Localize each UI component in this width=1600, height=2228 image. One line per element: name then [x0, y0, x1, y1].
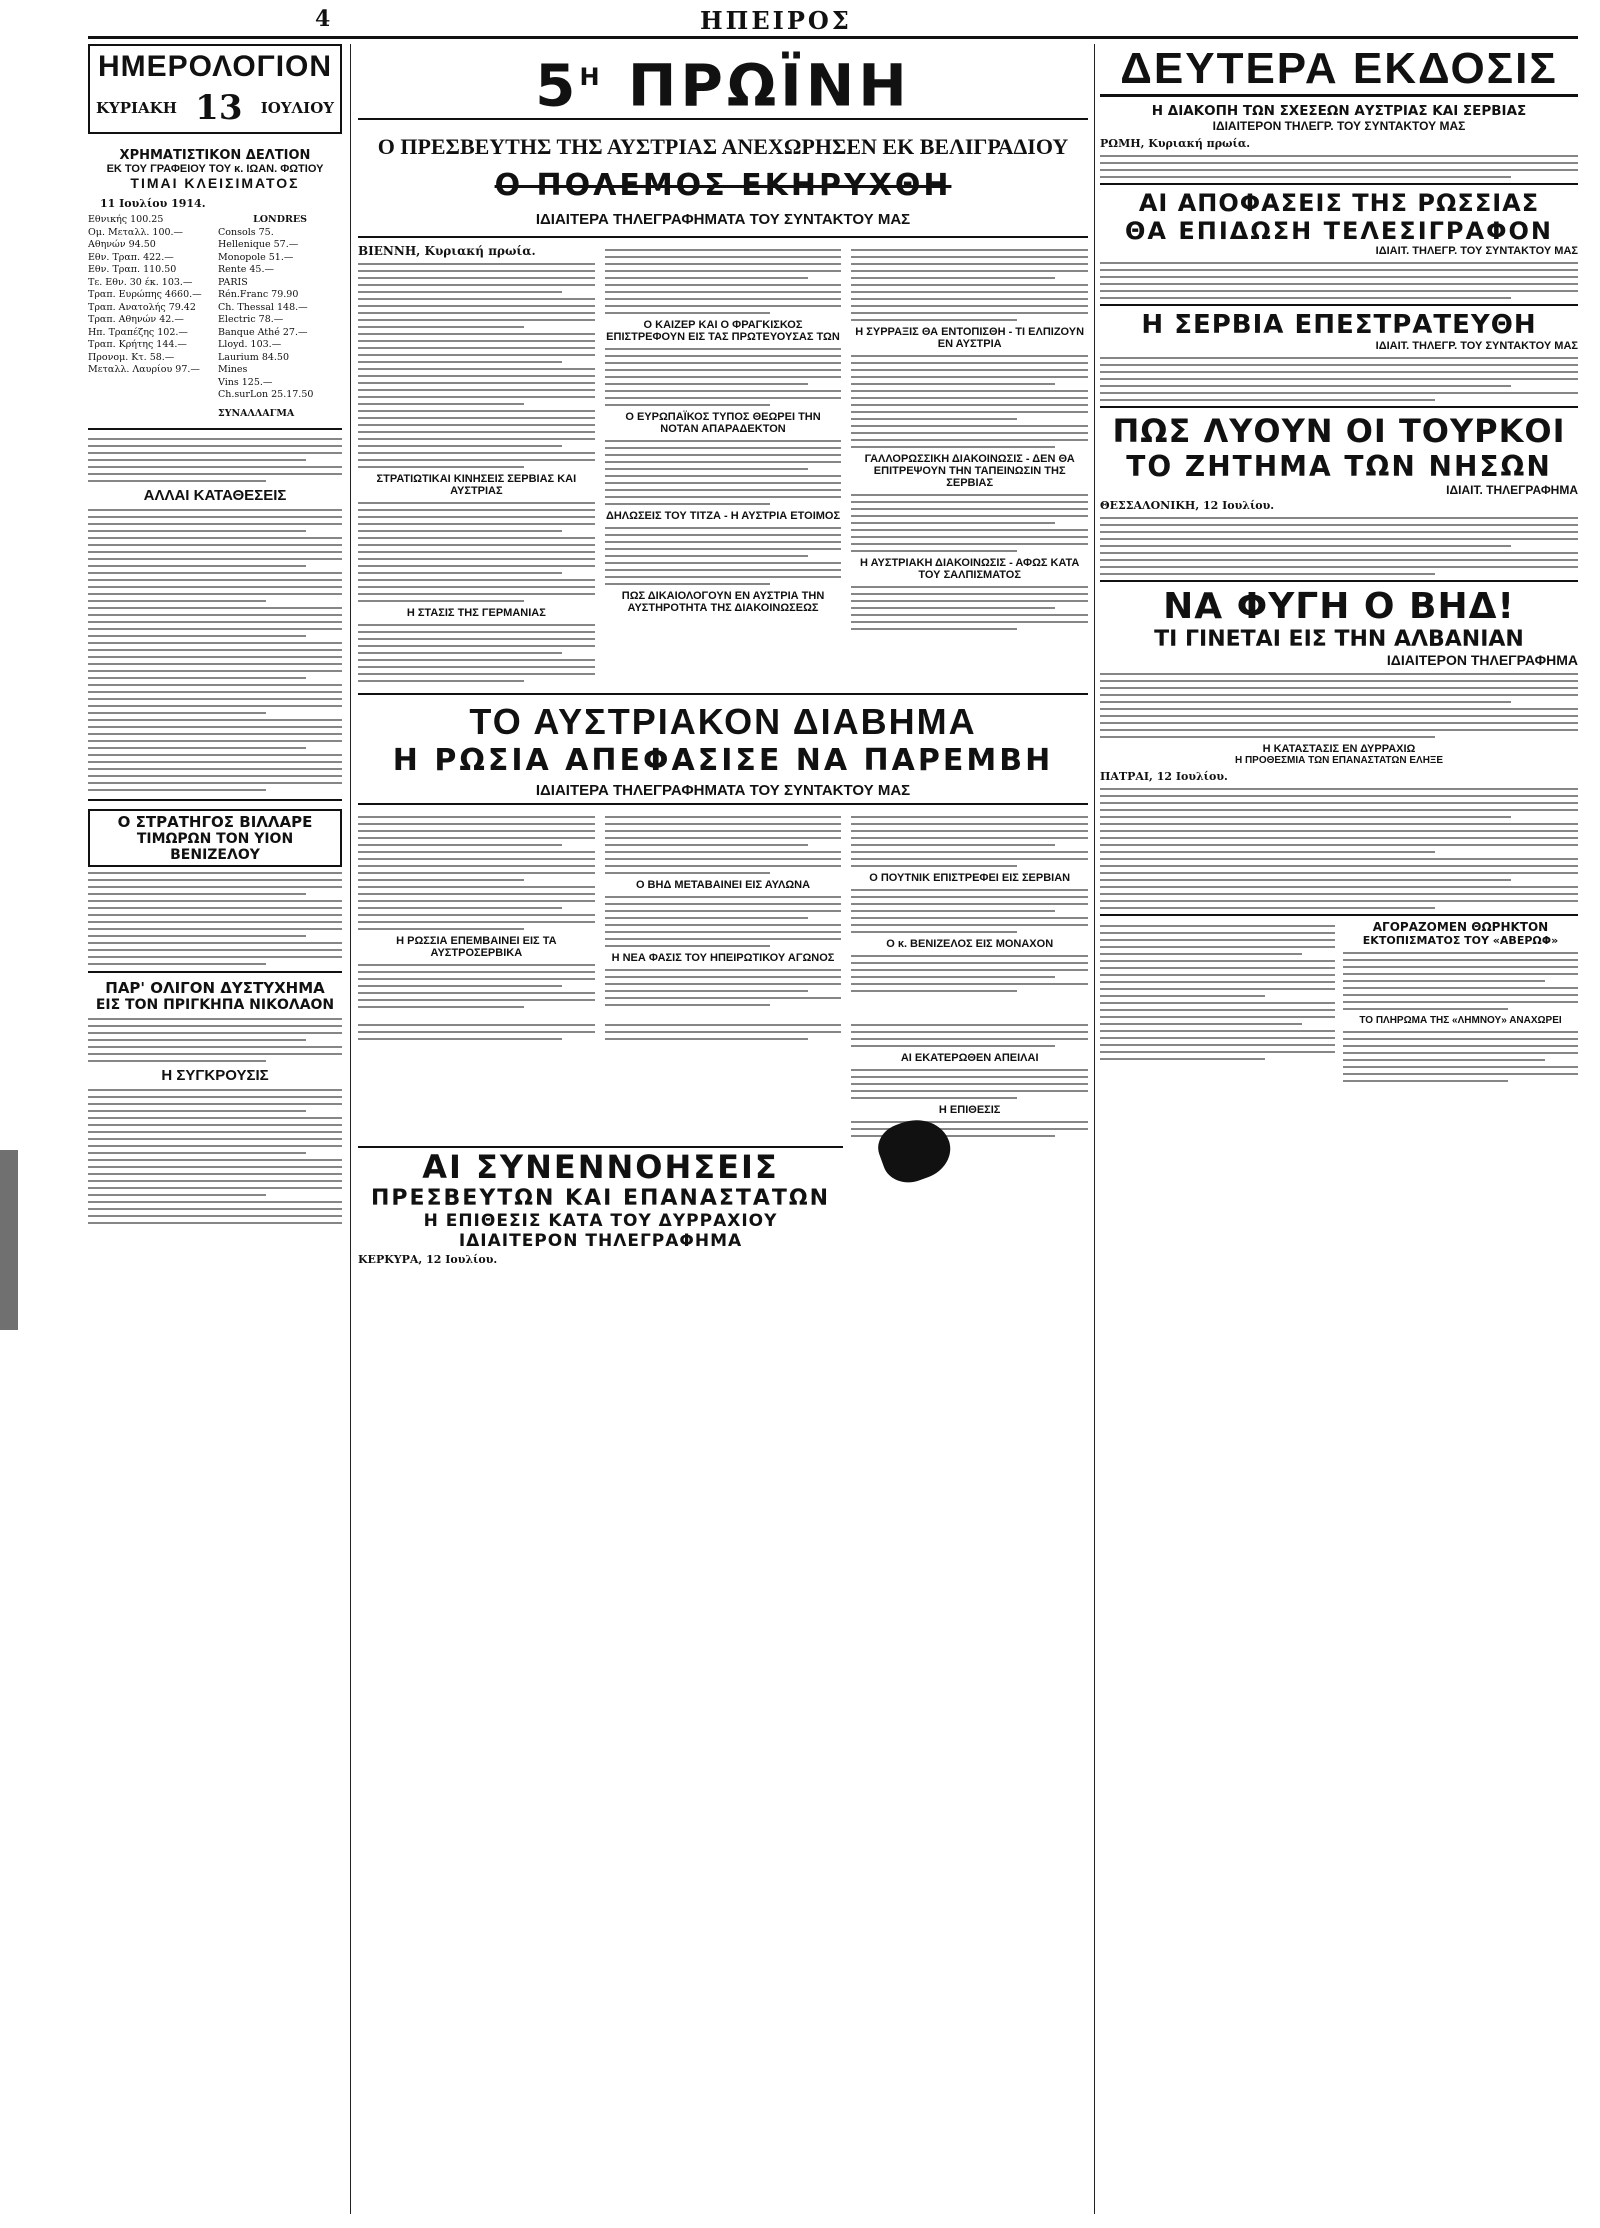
albania-headline: ΤΙ ΓΙΝΕΤΑΙ ΕΙΣ ΤΗΝ ΑΛΒΑΝΙΑΝ	[1154, 627, 1524, 652]
accident-subtitle: ΕΙΣ ΤΟΝ ΠΡΙΓΚΗΠΑ ΝΙΚΟΛΑΟΝ	[95, 997, 335, 1013]
main-headline: Ο ΠΡΕΣΒΕΥΤΗΣ ΤΗΣ ΑΥΣΤΡΙΑΣ ΑΝΕΧΩΡΗΣΕΝ ΕΚ ΒΕΛΙΓΡΑΔΙΟΥ	[377, 134, 1069, 160]
right-rule-1	[1100, 183, 1578, 185]
right-column	[1100, 44, 1578, 2214]
column-divider-left	[350, 44, 351, 2214]
stock-row: PARIS	[218, 276, 248, 288]
stock-row: Monopole 51.—	[218, 251, 294, 263]
lower-col3-text-2	[851, 889, 1088, 933]
left-body-text-3	[88, 872, 342, 965]
dateline: ΒΙΕΝΝΗ, Κυριακή πρωία.	[358, 244, 536, 259]
right-bottom-col	[1343, 920, 1578, 1087]
lower-heading-3: Η ΝΕΑ ΦΑΣΙΣ ΤΟΥ ΗΠΕΙΡΩΤΙΚΟΥ ΑΓΩΝΟΣ	[611, 952, 835, 965]
calendar-box	[88, 44, 342, 134]
continued-text-4	[851, 1069, 1088, 1099]
continued-text-2	[605, 1019, 842, 1142]
lower-heading-2: Ο ΒΗΔ ΜΕΤΑΒΑΙΝΕΙ ΕΙΣ ΑΥΛΩΝΑ	[635, 879, 811, 892]
purchase-text	[1343, 952, 1578, 1010]
diabima-headline: ΤΟ ΑΥΣΤΡΙΑΚΟΝ ΔΙΑΒΗΜΑ	[469, 701, 977, 743]
lower-col3-text-1	[851, 816, 1088, 867]
durazzo-dateline: ΠΑΤΡΑΙ, 12 Ιουλίου.	[1100, 770, 1228, 783]
stock-row: Ch. Thessal 148.—	[218, 301, 308, 313]
center-area	[358, 44, 1088, 2214]
upper-columns	[358, 244, 1088, 687]
serbia-mobilization-subhead: ΙΔΙΑΙΤ. ΤΗΛΕΓΡ. ΤΟΥ ΣΥΝΤΑΚΤΟΥ ΜΑΣ	[1375, 340, 1578, 352]
lower-col2-text-2	[605, 896, 842, 947]
col3-heading-1: Η ΣΥΡΡΑΞΙΣ ΘΑ ΕΝΤΟΠΙΣΘΗ - ΤΙ ΕΛΠΙΖΟΥΝ ΕΝ ΑΥΣΤΡΙΑ	[855, 326, 1085, 351]
islands-dateline: ΘΕΣΣΑΛΟΝΙΚΗ, 12 Ιουλίου.	[1100, 499, 1275, 512]
right-text-1	[1100, 155, 1578, 178]
edition-banner	[358, 44, 1088, 118]
crew-text	[1343, 1031, 1578, 1082]
exchange2-title: ΣΥΝΑΛΛΑΓΜΑ	[218, 407, 295, 419]
center-col3-text-3	[851, 494, 1088, 552]
article-heading: ΑΛΛΑΙ ΚΑΤΑΘΕΣΕΙΣ	[143, 487, 287, 504]
continued-text-row	[358, 1019, 1088, 1142]
lower-heading-1: Η ΡΩΣΣΙΑ ΕΠΕΜΒΑΙΝΕΙ ΕΙΣ ΤΑ ΑΥΣΤΡΟΣΕΡΒΙΚΑ	[396, 935, 557, 960]
stock-row: Εθν. Τραπ. 422.—	[88, 251, 174, 263]
center-column-2	[605, 244, 842, 687]
lower-column-2	[605, 811, 842, 1013]
center-col1-text-1	[358, 263, 595, 468]
stock-row: Τραπ. Ευρώπης 4660.—	[88, 289, 202, 300]
lower-columns	[358, 811, 1088, 1013]
center-col2-text-2	[605, 348, 842, 406]
center-rule-3	[358, 693, 1088, 695]
col3-heading-3: Η ΑΥΣΤΡΙΑΚΗ ΔΙΑΚΟΙΝΩΣΙΣ - ΑΦΩΣ ΚΑΤΑ ΤΟΥ ΣΑΛΠΙΣΜΑΤΟΣ	[859, 557, 1080, 582]
stock-row: Vins 125.—	[218, 376, 273, 388]
bottom-headline: ΑΙ ΣΥΝΕΝΝΟΗΣΕΙΣ	[422, 1148, 779, 1187]
calendar-title: ΗΜΕΡΟΛΟΓΙΟΝ	[97, 50, 333, 83]
army-subtitle: ΤΙΜΩΡΩΝ ΤΟΝ ΥΙΟΝ ΒΕΝΙΖΕΛΟΥ	[136, 831, 294, 863]
purchase-subtitle: ΕΚΤΟΠΙΣΜΑΤΟΣ ΤΟΥ «ΑΒΕΡΩΦ»	[1362, 934, 1559, 947]
left-body-text-1	[88, 438, 342, 482]
right-rule-4	[1100, 580, 1578, 582]
center-col1-text-3	[358, 624, 595, 682]
islands-headline: ΤΟ ΖΗΤΗΜΑ ΤΩΝ ΝΗΣΩΝ	[1126, 450, 1552, 483]
left-rule-2	[88, 799, 342, 801]
bottom-block	[358, 1146, 843, 1266]
stock-row: Τε. Εθν. 30 έκ. 103.—	[88, 276, 193, 288]
right-bottom-row	[1100, 920, 1578, 1087]
telegrams-subhead: ΙΔΙΑΙΤΕΡΑ ΤΗΛΕΓΡΑΦΗΜΑΤΑ ΤΟΥ ΣΥΝΤΑΚΤΟΥ ΜΑΣ	[535, 211, 911, 229]
stock-row: Rén.Franc 79.90	[218, 289, 299, 300]
stock-row: Hellenique 57.—	[218, 239, 299, 250]
calendar-date-number: 13	[195, 88, 243, 128]
right-text-6	[1100, 788, 1578, 909]
paper-name: ΗΠΕΙΡΟΣ	[700, 6, 852, 35]
albania-subhead: ΙΔΙΑΙΤΕΡΟΝ ΤΗΛΕΓΡΑΦΗΜΑ	[1386, 652, 1578, 668]
rupture-subhead: ΙΔΙΑΙΤΕΡΟΝ ΤΗΛΕΓΡ. ΤΟΥ ΣΥΝΤΑΚΤΟΥ ΜΑΣ	[1212, 119, 1466, 133]
russia-subhead: ΙΔΙΑΙΤΕΡΑ ΤΗΛΕΓΡΑΦΗΜΑΤΑ ΤΟΥ ΣΥΝΤΑΚΤΟΥ ΜΑΣ	[535, 782, 911, 800]
left-body-text-4	[88, 1018, 342, 1062]
calendar-day: ΚΥΡΙΑΚΗ	[96, 99, 177, 117]
crew-heading: ΤΟ ΠΛΗΡΩΜΑ ΤΗΣ «ΛΗΜΝΟΥ» ΑΝΑΧΩΡΕΙ	[1359, 1015, 1562, 1026]
column-divider-right	[1094, 44, 1095, 2214]
center-col2-text-4	[605, 527, 842, 585]
ultimatum-subhead: ΙΔΙΑΙΤ. ΤΗΛΕΓΡ. ΤΟΥ ΣΥΝΤΑΚΤΟΥ ΜΑΣ	[1375, 245, 1578, 257]
rupture-dateline: ΡΩΜΗ, Κυριακή πρωία.	[1100, 137, 1251, 150]
lower-col2-text-1	[605, 816, 842, 874]
army-box	[88, 809, 342, 867]
accident-title: ΠΑΡ' ΟΛΙΓΟΝ ΔΥΣΤΥΧΗΜΑ	[105, 979, 325, 997]
purchase-title: ΑΓΟΡΑΖΟΜΕΝ ΘΩΡΗΚΤΟΝ	[1372, 920, 1549, 934]
col1-heading-1: ΣΤΡΑΤΙΩΤΙΚΑΙ ΚΙΝΗΣΕΙΣ ΣΕΡΒΙΑΣ ΚΑΙ ΑΥΣΤΡΙΑΣ	[376, 473, 577, 498]
stock-date: 11 Ιουλίου 1914.	[100, 197, 206, 210]
stock-row: Προνομ. Κτ. 58.—	[88, 351, 175, 363]
col2-heading-4: ΠΩΣ ΔΙΚΑΙΟΛΟΓΟΥΝ ΕΝ ΑΥΣΤΡΙΑ ΤΗΝ ΑΥΣΤΗΡΟΤΗΤΑ ΤΗΣ ΔΙΑΚΟΙΝΩΣΕΩΣ	[621, 590, 825, 615]
exchange-subtitle: ΕΚ ΤΟΥ ΓΡΑΦΕΙΟΥ ΤΟΥ κ. ΙΩΑΝ. ΦΩΤΙΟΥ	[106, 163, 324, 175]
center-col3-text-2	[851, 355, 1088, 448]
stock-row: Electric 78.—	[218, 314, 284, 325]
stock-row: Rente 45.—	[218, 264, 274, 275]
center-col2-text-3	[605, 440, 842, 505]
stock-row: Τραπ. Κρήτης 144.—	[88, 339, 187, 350]
army-title: Ο ΣΤΡΑΤΗΓΟΣ ΒΙΛΛΑΡΕ	[117, 813, 313, 831]
stock-row: Banque Athé 27.—	[218, 326, 308, 338]
col2-heading-2: Ο ΕΥΡΩΠΑΪΚΟΣ ΤΥΠΟΣ ΘΕΩΡΕΙ ΤΗΝ ΝΟΤΑΝ ΑΠΑΡΑΔΕΚΤΟΝ	[625, 411, 821, 436]
lower-col3-text-3	[851, 955, 1088, 992]
rupture-headline: Η ΔΙΑΚΟΠΗ ΤΩΝ ΣΧΕΣΕΩΝ ΑΥΣΤΡΙΑΣ ΚΑΙ ΣΕΡΒΙΑΣ	[1151, 103, 1527, 119]
lower-col2-text-3	[605, 969, 842, 1006]
bottom-subhead-3: ΙΔΙΑΙΤΕΡΟΝ ΤΗΛΕΓΡΑΦΗΜΑ	[458, 1231, 743, 1252]
ultimatum-head: ΘΑ ΕΠΙΔΩΣΗ ΤΕΛΕΣΙΓΡΑΦΟΝ	[1125, 217, 1553, 245]
col2-heading-1: Ο ΚΑΙΖΕΡ ΚΑΙ Ο ΦΡΑΓΚΙΣΚΟΣ ΕΠΙΣΤΡΕΦΟΥΝ ΕΙΣ ΤΑΣ ΠΡΩΤΕΥΟΥΣΑΣ ΤΩΝ	[606, 319, 840, 344]
edition-suffix: Η	[579, 63, 604, 91]
center-column-1	[358, 244, 595, 687]
bottom-subhead-2: Η ΕΠΙΘΕΣΙΣ ΚΑΤΑ ΤΟΥ ΔΥΡΡΑΧΙΟΥ	[423, 1211, 778, 1232]
serbia-mobilization: Η ΣΕΡΒΙΑ ΕΠΕΣΤΡΑΤΕΥΘΗ	[1141, 310, 1537, 340]
col1-heading-2: Η ΣΤΑΣΙΣ ΤΗΣ ΓΕΡΜΑΝΙΑΣ	[406, 607, 546, 620]
durazzo-subheading: Η ΠΡΟΘΕΣΜΙΑ ΤΩΝ ΕΠΑΝΑΣΤΑΤΩΝ ΕΛΗΞΕ	[1234, 755, 1444, 766]
page-number: 4	[315, 6, 331, 32]
stock-row: Ch.surLon 25.17.50	[218, 389, 314, 400]
war-headline: Ο ΠΟΛΕΜΟΣ ΕΚΗΡΥΧΘΗ	[494, 168, 952, 204]
flee-headline: ΝΑ ΦΥΓΗ Ο ΒΗΔ!	[1163, 586, 1515, 627]
edition-number: 5	[535, 51, 580, 120]
left-rule-1	[88, 428, 342, 430]
lower-heading-5: Ο κ. ΒΕΝΙΖΕΛΟΣ ΕΙΣ ΜΟΝΑΧΟΝ	[886, 938, 1054, 951]
masthead-rule	[88, 36, 1578, 39]
stock-row: Laurium 84.50	[218, 351, 290, 363]
stock-row: Τραπ. Ανατολής 79.42	[88, 301, 196, 313]
center-col1-text-2	[358, 502, 595, 602]
left-body-text-2	[88, 509, 342, 791]
center-rule-2	[358, 236, 1088, 238]
calendar-date-row	[96, 88, 334, 128]
exchange-title: ΧΡΗΜΑΤΙΣΤΙΚΟΝ ΔΕΛΤΙΟΝ	[119, 148, 311, 163]
continued-col3	[851, 1019, 1088, 1142]
lower-col1-text-2	[358, 964, 595, 1008]
right-text-4	[1100, 517, 1578, 575]
lower-heading-7: Η ΕΠΙΘΕΣΙΣ	[938, 1104, 1001, 1117]
bottom-dateline: ΚΕΡΚΥΡΑ, 12 Ιουλίου.	[358, 1253, 498, 1267]
stock-row: Ομ. Μεταλλ. 100.—	[88, 226, 184, 238]
stock-row: Mines	[218, 364, 248, 375]
bottom-subhead: ΠΡΕΣΒΕΥΤΩΝ ΚΑΙ ΕΠΑΝΑΣΤΑΤΩΝ	[370, 1186, 831, 1212]
right-bottom-text-left	[1100, 920, 1335, 1087]
stock-row: Consols 75.	[218, 226, 274, 238]
col2-heading-3: ΔΗΛΩΣΕΙΣ ΤΟΥ ΤΙΤΖΑ - Η ΑΥΣΤΡΙΑ ΕΤΟΙΜΟΣ	[605, 510, 841, 523]
stock-row: Εθνικής 100.25	[88, 214, 164, 225]
lower-column-3	[851, 811, 1088, 1013]
collision-title: Η ΣΥΓΚΡΟΥΣΙΣ	[161, 1067, 269, 1084]
turks-headline: ΠΩΣ ΛΥΟΥΝ ΟΙ ΤΟΥΡΚΟΙ	[1112, 412, 1566, 450]
col3-heading-2: ΓΑΛΛΟΡΩΣΣΙΚΗ ΔΙΑΚΟΙΝΩΣΙΣ - ΔΕΝ ΘΑ ΕΠΙΤΡΕΨΟΥΝ ΤΗΝ ΤΑΠΕΙΝΩΣΙΝ ΤΗΣ ΣΕΡΒΙΑΣ	[864, 453, 1075, 490]
stock-row: Lloyd. 103.—	[218, 339, 282, 350]
right-rule-5	[1100, 914, 1578, 916]
lower-column-1	[358, 811, 595, 1013]
right-text-2	[1100, 262, 1578, 299]
calendar-month: ΙΟΥΛΙΟΥ	[260, 99, 334, 117]
stock-row: Αθηνών 94.50	[88, 239, 156, 250]
islands-subhead: ΙΔΙΑΙΤ. ΤΗΛΕΓΡΑΦΗΜΑ	[1446, 483, 1578, 497]
lower-heading-4: Ο ΠΟΥΤΝΙΚ ΕΠΙΣΤΡΕΦΕΙ ΕΙΣ ΣΕΡΒΙΑΝ	[869, 872, 1071, 885]
torn-edge-shadow	[0, 1150, 18, 1330]
stock-row: Ηπ. Τραπέζης 102.—	[88, 326, 188, 338]
right-rule-3	[1100, 406, 1578, 408]
stock-row: Εθν. Τραπ. 110.50	[88, 264, 177, 275]
second-edition-banner: ΔΕΥΤΕΡΑ ΕΚΔΟΣΙΣ	[1100, 44, 1578, 97]
right-text-3	[1100, 357, 1578, 401]
russia-headline: Η ΡΩΣΙΑ ΑΠΕΦΑΣΙΣΕ ΝΑ ΠΑΡΕΜΒΗ	[392, 743, 1054, 779]
center-col2-text-1	[605, 249, 842, 314]
left-body-text-5	[88, 1089, 342, 1224]
left-rule-3	[88, 971, 342, 973]
lower-col1-text-1	[358, 816, 595, 930]
right-text-5	[1100, 673, 1578, 738]
stock-row: Μεταλλ. Λαυρίου 97.—	[88, 364, 200, 375]
stock-list-left	[88, 214, 212, 420]
edition-word: ΠΡΩΪΝΗ	[627, 51, 911, 120]
russia-decisions: ΑΙ ΑΠΟΦΑΣΕΙΣ ΤΗΣ ΡΩΣΣΙΑΣ	[1138, 189, 1540, 217]
left-column	[88, 44, 342, 2214]
center-rule-4	[358, 803, 1088, 805]
continued-text-1	[358, 1019, 595, 1142]
right-rule-2	[1100, 304, 1578, 306]
center-column-3	[851, 244, 1088, 687]
stock-table	[88, 214, 342, 420]
prices-title: ΤΙΜΑΙ ΚΛΕΙΣΙΜΑΤΟΣ	[130, 175, 300, 191]
stock-region-label: LONDRES	[253, 214, 307, 225]
durazzo-heading: Η ΚΑΤΑΣΤΑΣΙΣ ΕΝ ΔΥΡΡΑΧΙΩ	[1262, 743, 1416, 755]
lower-heading-6: ΑΙ ΕΚΑΤΕΡΩΘΕΝ ΑΠΕΙΛΑΙ	[900, 1052, 1039, 1065]
continued-text-3	[851, 1024, 1088, 1047]
stock-list-right	[218, 214, 342, 420]
stock-row: Τραπ. Αθηνών 42.—	[88, 314, 184, 325]
center-col3-text-4	[851, 586, 1088, 630]
center-col3-text-1	[851, 249, 1088, 321]
